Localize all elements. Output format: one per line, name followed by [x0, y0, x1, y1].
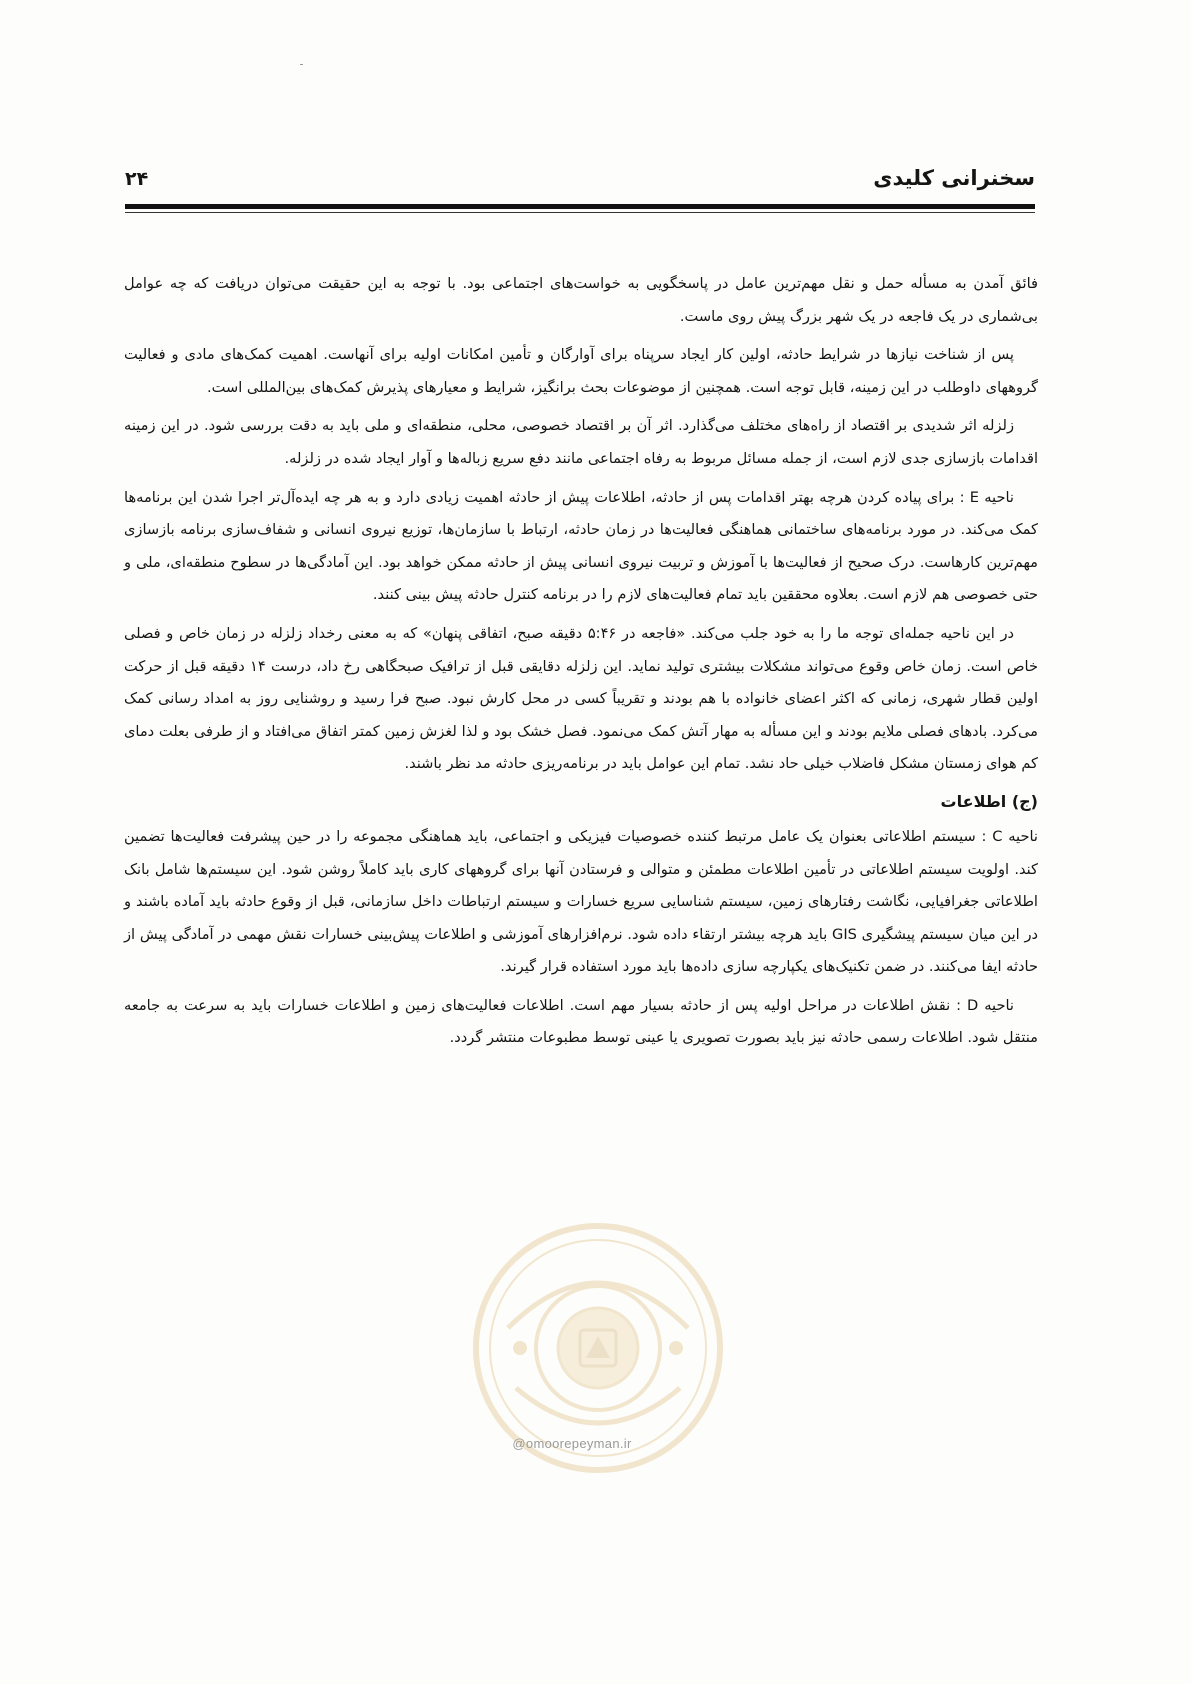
watermark-url: @omoorepeyman.ir: [512, 1436, 632, 1451]
paragraph-economy: زلزله اثر شدیدی بر اقتصاد از راه‌های مختلف می‌گذارد. اثر آن بر اقتصاد خصوصی، محلی، منطقه‌ای و ملی باید به دقت بررسی شود. در این زمینه اقدامات بازسازی جدی لازم است، از جمله مسائل مربوط به رفاه اجتماعی مانند دفع سریع زباله‌ها و آوار ایجاد شده در زلزله.: [124, 417, 1038, 467]
page-number: ۲۴: [125, 168, 149, 190]
running-title: سخنرانی کلیدی: [873, 166, 1035, 190]
section-heading-information: (ج) اطلاعات: [940, 791, 1038, 811]
paragraph-timing: در این ناحیه جمله‌ای توجه ما را به خود جلب می‌کند. «فاجعه در ۵:۴۶ دقیقه صبح، اتفاقی پنهان» که به معنی رخداد زلزله در زمان خاص و فصلی خاص است. زمان خاص وقوع می‌تواند مشکلات بیشتری تولید نماید. این زلزله دقایقی قبل از ترافیک صبحگاهی رخ داد، درست ۱۴ دقیقه قبل از حرکت اولین قطار شهری، زمانی که اکثر اعضای خانواده با هم بودند و تقریباً کسی در محل کارش نبود. صبح فرا رسید و روشنایی روز به امداد رسانی کمک می‌کرد. بادهای فصلی ملایم بودند و این مسأله به مهار آتش کمک می‌نمود. فصل خشک بود و لذا لغزش زمین کمتر اتفاق می‌افتاد و از طرفی بعلت دمای کم هوای زمستان مشکل فاضلاب خیلی حاد نشد. تمام این عوامل باید در برنامه‌ریزی حادثه مد نظر باشند.: [124, 624, 1038, 773]
paragraph-zone-c: ناحیه C : سیستم اطلاعاتی بعنوان یک عامل مرتبط کننده خصوصیات فیزیکی و اجتماعی، باید هماهنگی مجموعه را در حین پیشرفت فعالیت‌ها تضمین کند. اولویت سیستم اطلاعاتی در تأمین اطلاعات مطمئن و متوالی و فرستادن آنها برای گروههای کاری باید کاملاً روشن شود. این سیستم‌ها شامل بانک اطلاعاتی جغرافیایی، نگاشت رفتارهای زمین، سیستم شناسایی سریع خسارات و سیستم ارتباطات داخل سازمانی، قبل از وقوع حادثه باید آماده باشند و در این میان سیستم پیشگیری GIS باید هرچه بیشتر ارتقاء داده شود. نرم‌افزارهای آموزشی و اطلاعات پیش‌بینی خسارات نقش مهمی در آمادگی پیش از حادثه ایفا می‌کنند. در ضمن تکنیک‌های یکپارچه سازی داده‌ها باید مورد استفاده قرار گیرند.: [124, 827, 1038, 976]
paragraph-shelter: پس از شناخت نیازها در شرایط حادثه، اولین کار ایجاد سرپناه برای آوارگان و تأمین امکانات اولیه برای آنهاست. اهمیت کمک‌های مادی و فعالیت گروههای داوطلب در این زمینه، قابل توجه است. همچنین از موضوعات بحث برانگیز، شرایط و معیارهای پذیرش کمک‌های بین‌المللی است.: [124, 346, 1038, 396]
header-rule-thin: [125, 212, 1035, 213]
paragraph-transport: فائق آمدن به مسأله حمل و نقل مهم‌ترین عامل در پاسخگویی به خواست‌های اجتماعی بود. با توجه به این حقیقت می‌توان دریافت که چه عوامل بی‌شماری در یک فاجعه در یک شهر بزرگ پیش روی ماست.: [124, 275, 1038, 325]
paragraph-zone-d: ناحیه D : نقش اطلاعات در مراحل اولیه پس از حادثه بسیار مهم است. اطلاعات فعالیت‌های زمین و اطلاعات خسارات باید به سرعت به جامعه منتقل شود. اطلاعات رسمی حادثه نیز باید بصورت تصویری یا عینی توسط مطبوعات منتشر گردد.: [124, 996, 1038, 1047]
paragraph-zone-e: ناحیه E : برای پیاده کردن هرچه بهتر اقدامات پس از حادثه، اطلاعات پیش از حادثه اهمیت زیادی دارد و به هر چه ایده‌آل‌تر اجرا شدن این برنامه‌ها کمک می‌کند. در مورد برنامه‌های ساختمانی هماهنگی فعالیت‌ها در زمان حادثه، ارتباط با سازمان‌ها، توزیع نیروی انسانی و شفاف‌سازی برنامه بازسازی مهم‌ترین کارهاست. درک صحیح از فعالیت‌ها با آموزش و تربیت نیروی انسانی پیش از حادثه ممکن خواهد بود. این آمادگی‌ها در سطوح منطقه‌ای، ملی و حتی خصوصی هم لازم است. بعلاوه محققین باید تمام فعالیت‌های لازم را در برنامه کنترل حادثه پیش بینی کنند.: [124, 488, 1038, 604]
scan-speck: [300, 64, 303, 65]
header-rule-thick: [125, 204, 1035, 209]
body-text: [124, 268, 1038, 1061]
page-header: [125, 160, 1035, 220]
